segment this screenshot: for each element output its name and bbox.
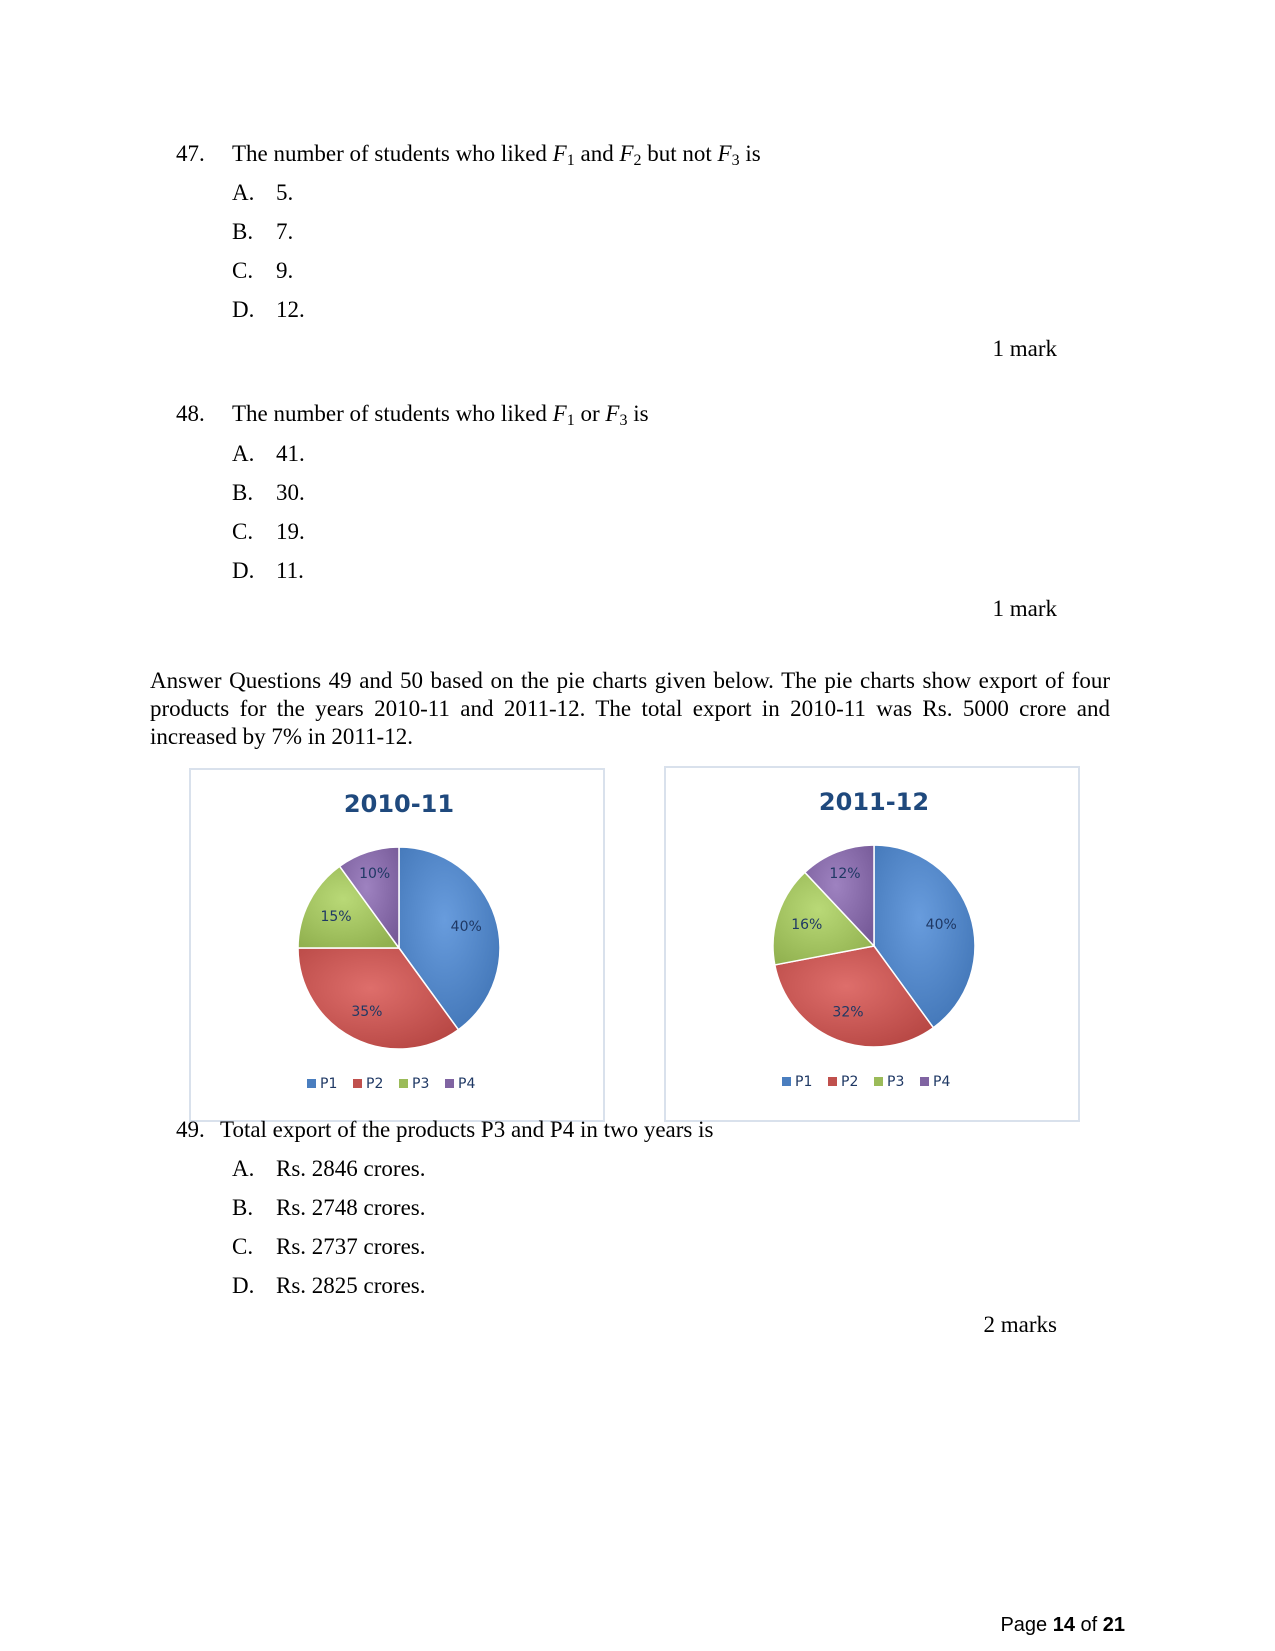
- data-label-p1: 40%: [450, 919, 482, 936]
- chart-title: 2011-12: [818, 788, 930, 816]
- legend-swatch-p3: [399, 1079, 408, 1088]
- legend-label-p4: P4: [933, 1074, 951, 1090]
- legend-label-p2: P2: [841, 1074, 859, 1090]
- legend-swatch-p4: [445, 1079, 454, 1088]
- pie-chart-svg: [191, 770, 603, 1120]
- legend-label-p3: P3: [887, 1074, 905, 1090]
- legend-label-p1: P1: [795, 1074, 813, 1090]
- legend-label-p4: P4: [458, 1076, 476, 1092]
- legend-swatch-p1: [782, 1077, 791, 1086]
- question-number: 48.: [176, 401, 205, 426]
- question-text: Total export of the products P3 and P4 in two years is: [220, 1117, 714, 1142]
- page-footer: Page 14 of 21: [1000, 1614, 1125, 1636]
- data-label-p2: 35%: [351, 1003, 383, 1020]
- marks-label: 1 mark: [992, 336, 1057, 361]
- legend-label-p2: P2: [366, 1076, 384, 1092]
- data-label-p3: 16%: [791, 917, 823, 934]
- pie-chart-2010-11: [189, 768, 605, 1122]
- intro-paragraph: Answer Questions 49 and 50 based on the pie charts given below. The pie charts show export of four products for the years 2010-11 and 2011-12. The total export in 2010-11 was Rs. 5000 crore and increased by 7% in 2011-12.: [150, 668, 1110, 749]
- legend-label-p3: P3: [412, 1076, 430, 1092]
- marks-label: 2 marks: [983, 1312, 1057, 1337]
- data-label-p4: 10%: [359, 866, 391, 883]
- pie-chart-svg: [666, 768, 1078, 1120]
- chart-title: 2010-11: [343, 790, 455, 818]
- question-text: The number of students who liked $F_1$ and $F_2$ but not $F_3$ is: [232, 141, 761, 169]
- data-label-p3: 15%: [320, 908, 352, 925]
- question-number: 49.: [176, 1117, 205, 1142]
- marks-label: 1 mark: [992, 596, 1057, 621]
- data-label-p1: 40%: [925, 917, 957, 934]
- pie-chart-2011-12: [664, 766, 1080, 1122]
- legend-swatch-p3: [874, 1077, 883, 1086]
- question-number: 47.: [176, 141, 205, 166]
- question-text: The number of students who liked $F_1$ or $F_3$ is: [232, 401, 649, 429]
- legend-swatch-p2: [828, 1077, 837, 1086]
- legend-swatch-p1: [307, 1079, 316, 1088]
- legend-label-p1: P1: [320, 1076, 338, 1092]
- legend-swatch-p2: [353, 1079, 362, 1088]
- exam-page: 47. The number of students who liked $F_1$ and $F_2$ but not $F_3$ is A. 5. B. 7. C. 9. D. 12. 1 mark 48. The number of students who liked $F_1$ or $F_3$ is A. 41. B. 30. C. 19. D. 11. 1 mark Answer Questions 49 and 50 based on the pie charts given below. The pie charts show export of four products for the years 2010-11 and 2011-12. The total export in 2010-11 was Rs. 5000 crore and increased by 7% in 2011-12. 2010-11 40% 35% 15% 10% P1 P2 P3 P4 2011-12 40% 32% 16% 12% P1 P2 P3 P4 49. Total export of the products P3 and P4 in two years is A. Rs. 2846 crores. B. Rs. 2748 crores. C. Rs. 2737 crores. D. Rs. 2825 crores. 2 marks Page 14 of 21: [150, 141, 1125, 1636]
- data-label-p4: 12%: [829, 865, 861, 882]
- data-label-p2: 32%: [832, 1004, 864, 1021]
- legend-swatch-p4: [920, 1077, 929, 1086]
